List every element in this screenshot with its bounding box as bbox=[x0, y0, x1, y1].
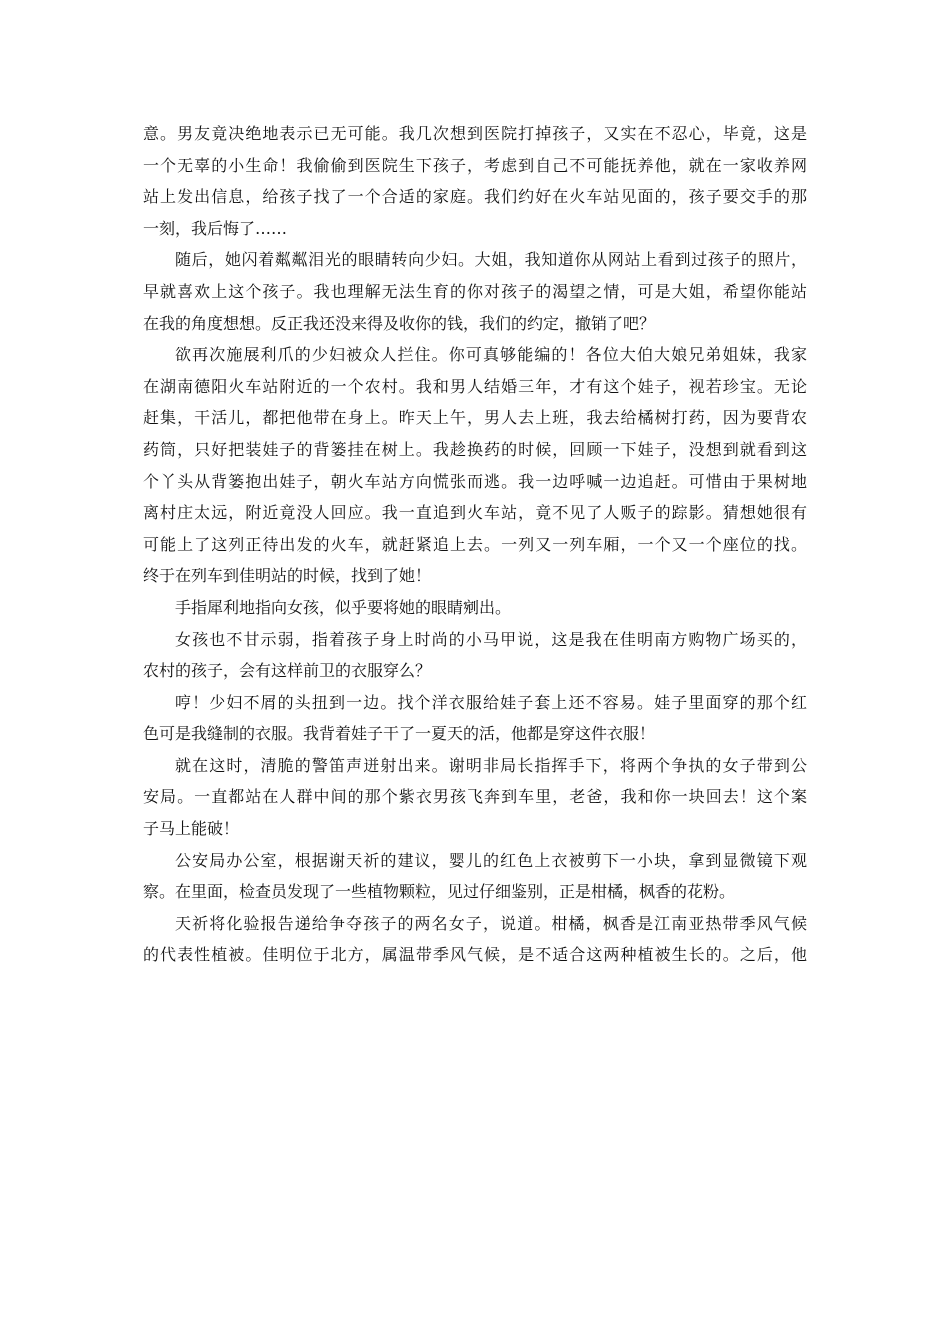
text-line: 子马上能破！ bbox=[143, 819, 240, 839]
text-line: 察。在里面，检查员发现了一些植物颗粒，见过仔细鉴别，正是柑橘，枫香的花粉。 bbox=[143, 882, 736, 902]
paragraph-first-line: 哼！少妇不屑的头扭到一边。找个洋衣服给娃子套上还不容易。娃子里面穿的那个红 bbox=[175, 692, 807, 712]
paragraph-first-line: 手指犀利地指向女孩，似乎要将她的眼睛剜出。 bbox=[175, 597, 512, 617]
paragraph-first-line: 欲再次施展利爪的少妇被众人拦住。你可真够能编的！各位大伯大娘兄弟姐妹，我家 bbox=[175, 345, 807, 365]
text-line: 个丫头从背篓抱出娃子，朝火车站方向慌张而逃。我一边呼喊一边追赶。可惜由于果树地 bbox=[143, 471, 807, 491]
text-line: 离村庄太远，附近竟没人回应。我一直追到火车站，竟不见了人贩子的踪影。猜想她很有 bbox=[143, 503, 807, 523]
text-line: 意。男友竟决绝地表示已无可能。我几次想到医院打掉孩子，又实在不忍心，毕竟，这是 bbox=[143, 124, 807, 143]
text-line: 农村的孩子，会有这样前卫的衣服穿么？ bbox=[143, 661, 432, 681]
text-line: 在湖南德阳火车站附近的一个农村。我和男人结婚三年，才有这个娃子，视若珍宝。无论 bbox=[143, 376, 807, 396]
text-line: 终于在列车到佳明站的时候，找到了她！ bbox=[143, 566, 432, 586]
paragraph-first-line: 随后，她闪着粼粼泪光的眼睛转向少妇。大姐，我知道你从网站上看到过孩子的照片， bbox=[175, 250, 807, 270]
text-line: 一个无辜的小生命！我偷偷到医院生下孩子，考虑到自己不可能抚养他，就在一家收养网 bbox=[143, 155, 807, 175]
paragraph-first-line: 天祈将化验报告递给争夺孩子的两名女子，说道。柑橘，枫香是江南亚热带季风气候 bbox=[175, 913, 807, 933]
paragraph-first-line: 女孩也不甘示弱，指着孩子身上时尚的小马甲说，这是我在佳明南方购物广场买的， bbox=[175, 629, 807, 649]
text-line: 在我的角度想想。反正我还没来得及收你的钱，我们的约定，撤销了吧？ bbox=[143, 313, 656, 333]
text-line: 早就喜欢上这个孩子。我也理解无法生育的你对孩子的渴望之情，可是大姐，希望你能站 bbox=[143, 281, 807, 301]
paragraph-first-line: 就在这时，清脆的警笛声迸射出来。谢明非局长指挥手下，将两个争执的女子带到公 bbox=[175, 755, 807, 775]
paragraph-first-line: 公安局办公室，根据谢天祈的建议，婴儿的红色上衣被剪下一小块，拿到显微镜下观 bbox=[175, 850, 807, 870]
text-line: 可能上了这列正待出发的火车，就赶紧追上去。一列又一列车厢，一个又一个座位的找。 bbox=[143, 534, 807, 554]
text-line: 安局。一直都站在人群中间的那个紫衣男孩飞奔到车里，老爸，我和你一块回去！这个案 bbox=[143, 787, 807, 807]
text-line: 赶集，干活儿，都把他带在身上。昨天上午，男人去上班，我去给橘树打药，因为要背农 bbox=[143, 408, 807, 428]
text-line: 站上发出信息，给孩子找了一个合适的家庭。我们约好在火车站见面的，孩子要交手的那 bbox=[143, 187, 807, 207]
story-text bbox=[143, 118, 807, 971]
text-line: 色可是我缝制的衣服。我背着娃子干了一夏天的活，他都是穿这件衣服！ bbox=[143, 724, 656, 744]
text-line: 药筒，只好把装娃子的背篓挂在树上。我趁换药的时候，回顾一下娃子，没想到就看到这 bbox=[143, 439, 807, 459]
text-line: 的代表性植被。佳明位于北方，属温带季风气候，是不适合这两种植被生长的。之后，他 bbox=[143, 945, 807, 965]
text-line: 一刻，我后悔了…… bbox=[143, 218, 288, 238]
